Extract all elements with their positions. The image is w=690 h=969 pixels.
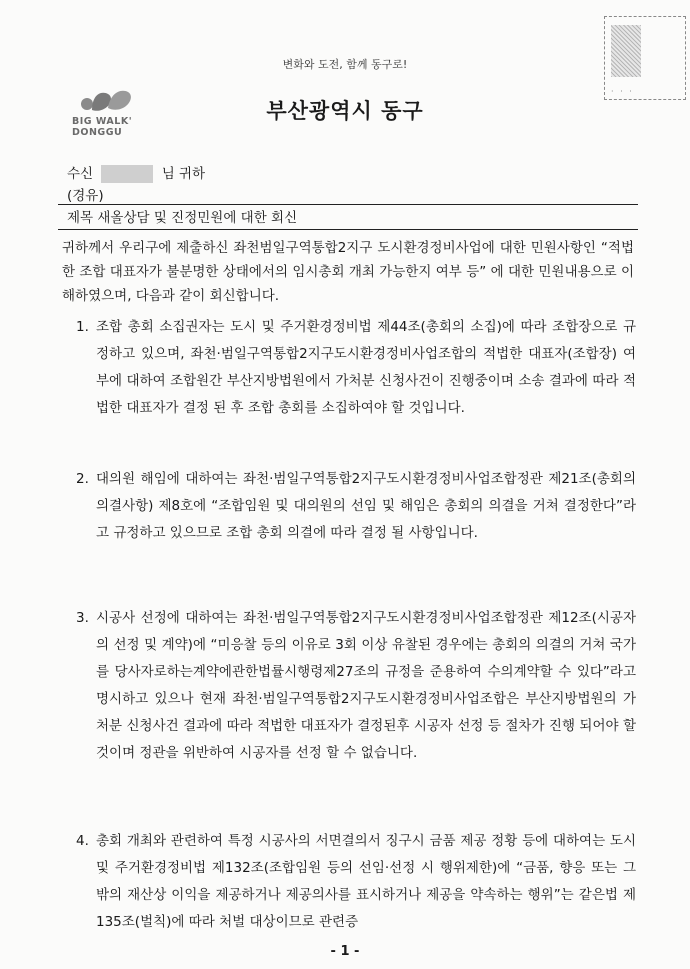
list-item	[76, 828, 636, 936]
recipient-suffix: 님 귀하	[161, 166, 206, 182]
logo-line1: BIG WALK'	[72, 116, 133, 127]
recipient-label: 수신	[67, 166, 94, 182]
redacted-name	[101, 165, 153, 183]
header-rule-top	[58, 204, 638, 205]
logo-line2: DONGGU	[72, 127, 123, 138]
item-text: 대의원 해임에 대하여는 좌천·범일구역통합2지구도시환경정비사업조합정관 제21조(총회의 의결사항) 제8호에 “조합임원 및 대의원의 선임 및 해임은 총회의 의결을 거쳐 결정한다”라고 규정하고 있으므로 조합 총회 의결에 따라 결정 될 사항입니다.	[96, 471, 636, 541]
item-number: 2.	[76, 471, 89, 487]
stamp-pattern	[611, 25, 641, 77]
via-line: (경유)	[67, 188, 104, 204]
list-item	[76, 605, 636, 767]
receipt-stamp	[604, 16, 686, 100]
intro-paragraph: 귀하께서 우리구에 제출하신 좌천범일구역통합2지구 도시환경정비사업에 대한 민원사항인 “적법한 조합 대표자가 불분명한 상태에서의 임시총회 개최 가능한지 여부 등” 에 대한 민원내용으로 이해하였으며, 다음과 같이 회신합니다.	[62, 240, 634, 304]
item-text: 조합 총회 소집권자는 도시 및 주거환경정비법 제44조(총회의 소집)에 따라 조합장으로 규정하고 있으며, 좌천·범일구역통합2지구도시환경정비사업조합의 적법한 대표자(조합장) 여부에 대하여 조합원간 부산지방법원에서 가처분 신청사건이 진행중이며 소송 결과에 따라 적법한 대표자가 결정 된 후 조합 총회를 소집하여야 할 것입니다.	[96, 319, 636, 416]
list-item	[76, 314, 636, 422]
header-rule-bottom	[58, 229, 638, 230]
item-number: 4.	[76, 833, 89, 849]
page-number: - 1 -	[330, 944, 360, 959]
item-text: 총회 개최와 관련하여 특정 시공사의 서면결의서 징구시 금품 제공 정황 등에 대하여는 도시 및 주거환경정비법 제132조(조합임원 등의 선임·선정 시 행위제한)에 “금품, 향응 또는 그 밖의 재산상 이익을 제공하거나 제공의사를 표시하거나 제공을 약속하는 행위”는 같은법 제135조(벌칙)에 따라 처벌 대상이므로 관련증	[96, 833, 636, 930]
document-title: 부산광역시 동구	[266, 99, 424, 123]
item-number: 3.	[76, 610, 89, 626]
slogan: 변화와 도전, 함께 동구로!	[282, 58, 408, 71]
item-number: 1.	[76, 319, 89, 335]
list-item	[76, 466, 636, 547]
stamp-dots: · · ·	[611, 87, 634, 96]
item-text: 시공사 선정에 대하여는 좌천·범일구역통합2지구도시환경정비사업조합정관 제12조(시공자의 선정 및 계약)에 “미응찰 등의 이유로 3회 이상 유찰된 경우에는 총회의 의결의 거쳐 국가를 당사자로하는계약에관한법률시행령제27조의 규정을 준용하여 수의계약할 수 있다”라고 명시하고 있으나 현재 좌천·범일구역통합2지구도시환경정비사업조합은 부산지방법원의 가처분 신청사건 결과에 따라 적법한 대표자가 결정된후 시공자 선정 등 절차가 진행 되어야 할 것이며 정관을 위반하여 시공자를 선정 할 수 없습니다.	[96, 610, 636, 761]
subject-line: 제목 새올상담 및 진정민원에 대한 회신	[67, 210, 298, 226]
recipient-line	[67, 162, 205, 183]
